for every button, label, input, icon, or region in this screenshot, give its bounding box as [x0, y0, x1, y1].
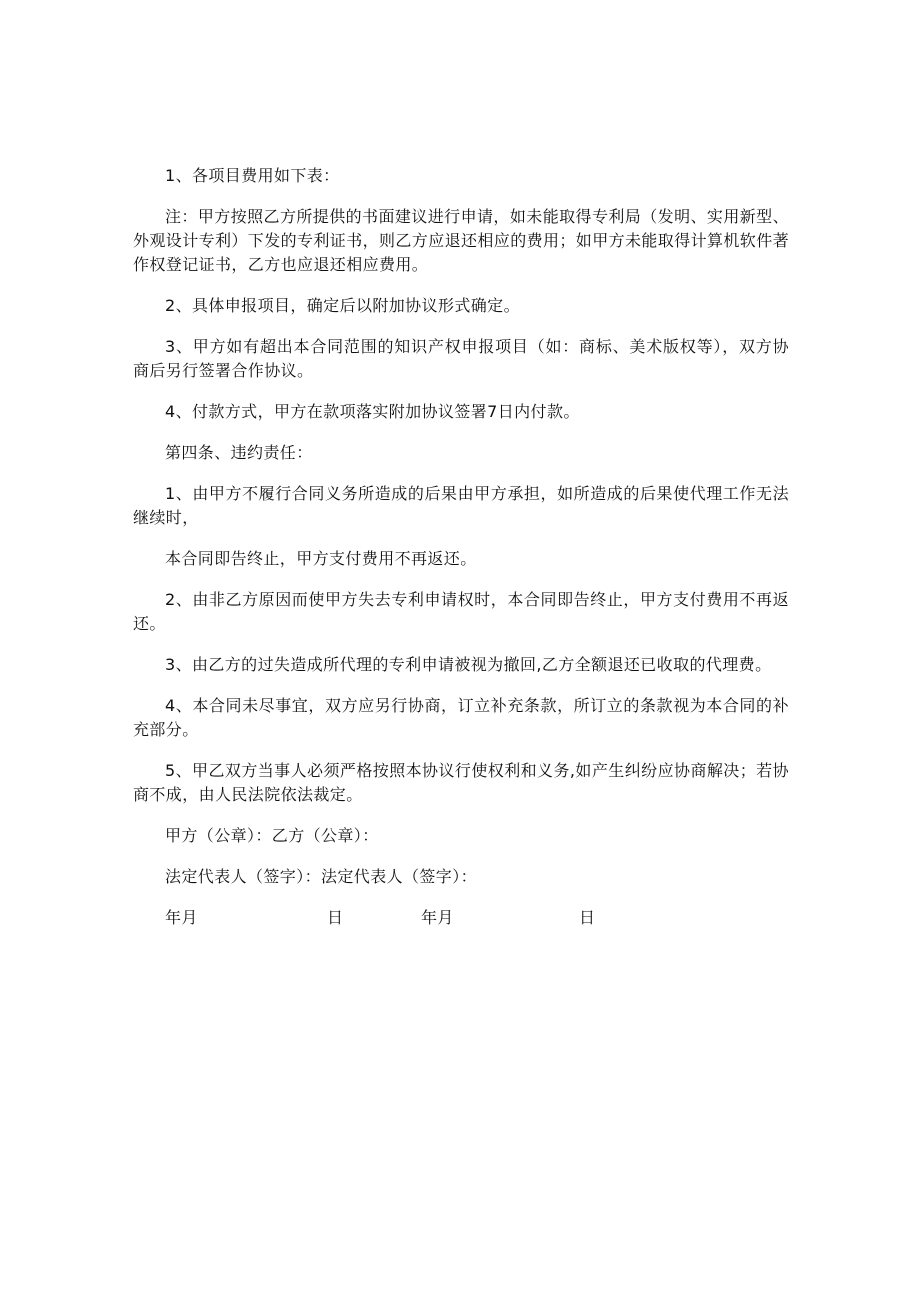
- paragraph-project-confirmation: 2、具体申报项目，确定后以附加协议形式确定。: [165, 296, 520, 315]
- representative-signature-line: 法定代表人（签字）：法定代表人（签字）：: [165, 867, 478, 886]
- seal-line: 甲方（公章）：乙方（公章）：: [165, 826, 379, 845]
- paragraph-liability-2: 2、由非乙方原因而使甲方失去专利申请权时，本合同即告终止，甲方支付费用不再返还。: [133, 590, 789, 633]
- paragraph-liability-3: 3、由乙方的过失造成所代理的专利申请被视为撤回,乙方全额退还已收取的代理费。: [165, 655, 772, 674]
- party-b-date-day: 日: [579, 908, 596, 927]
- paragraph-refund-note: 注：甲方按照乙方所提供的书面建议进行申请，如未能取得专利局（发明、实用新型、外观设计专利）下发的专利证书，则乙方应退还相应的费用；如甲方未能取得计算机软件著作权登记证书，乙方也应退还相应费用。: [133, 207, 790, 274]
- party-a-date-year-month: 年月: [165, 908, 198, 927]
- paragraph-additional-projects: 3、甲方如有超出本合同范围的知识产权申报项目（如：商标、美术版权等），双方协商后另行签署合作协议。: [133, 337, 789, 380]
- party-a-date-day: 日: [327, 908, 344, 927]
- date-line: [133, 906, 789, 930]
- document-body: [133, 164, 789, 930]
- section-heading-liability: 第四条、违约责任：: [165, 443, 313, 462]
- paragraph-liability-1-continued: 本合同即告终止，甲方支付费用不再返还。: [165, 549, 477, 568]
- paragraph-payment-method: 4、付款方式，甲方在款项落实附加协议签署7日内付款。: [165, 402, 580, 421]
- paragraph-liability-1: 1、由甲方不履行合同义务所造成的后果由甲方承担，如所造成的后果使代理工作无法继续时，: [133, 484, 789, 527]
- paragraph-liability-5: 5、甲乙双方当事人必须严格按照本协议行使权利和义务,如产生纠纷应协商解决；若协商不成，由人民法院依法裁定。: [133, 761, 789, 804]
- party-b-date-year-month: 年月: [421, 908, 454, 927]
- paragraph-liability-4: 4、本合同未尽事宜，双方应另行协商，订立补充条款，所订立的条款视为本合同的补充部分。: [133, 696, 789, 739]
- paragraph-fee-table-intro: 1、各项目费用如下表：: [165, 166, 340, 185]
